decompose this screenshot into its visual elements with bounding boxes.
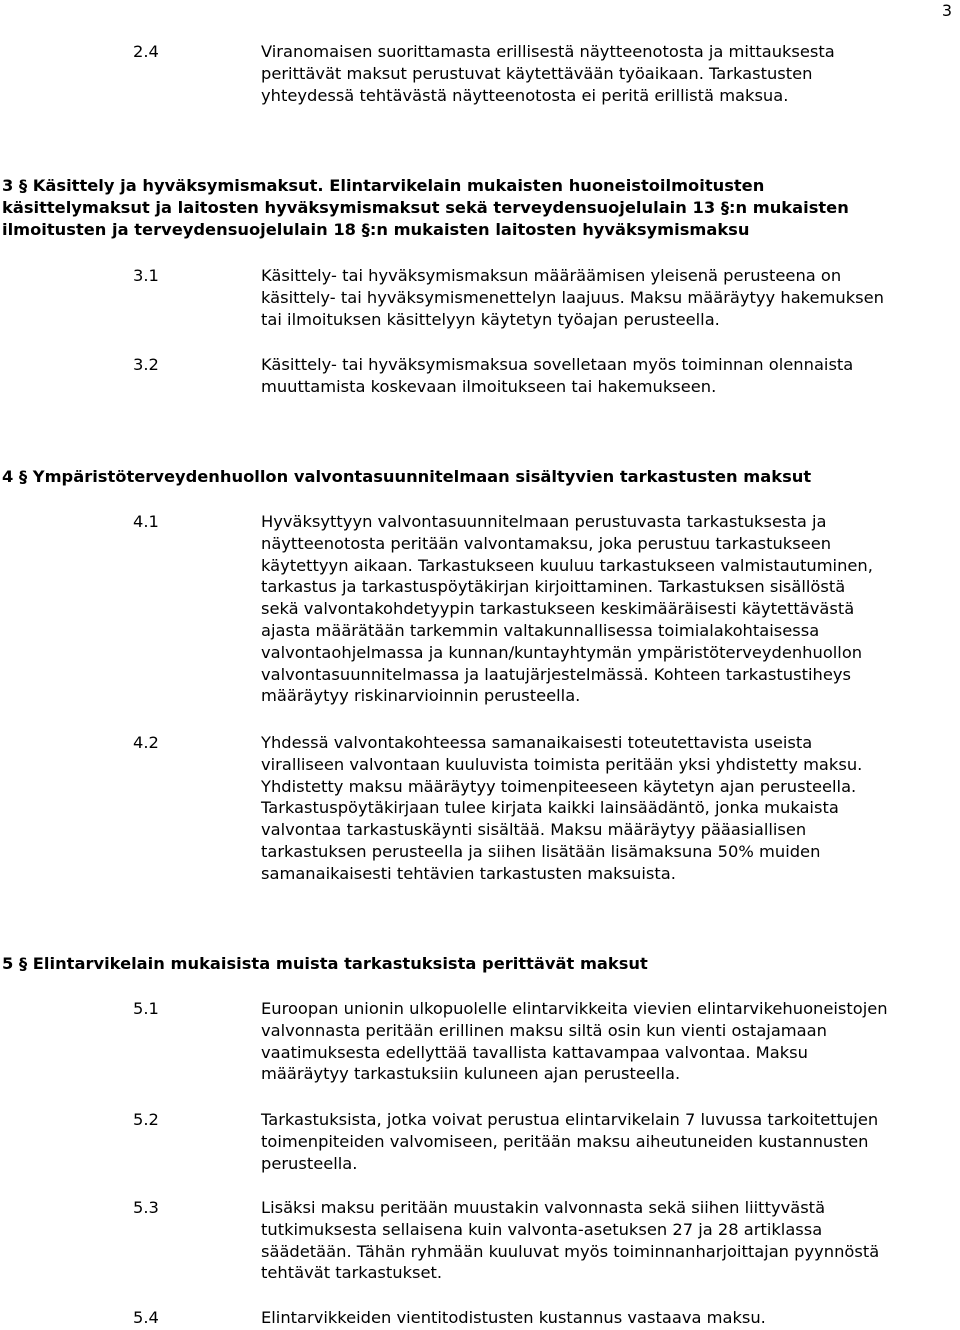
page-number: 3 [941,1,952,20]
clause-number: 5.3 [133,1198,159,1217]
clause-number: 5.1 [133,999,159,1018]
clause-number: 2.4 [133,42,159,61]
clause-text: Käsittely- tai hyväksymismaksun määräämisen yleisenä perusteena on käsittely- tai hyväksymismenettelyn laajuus. Maksu määräytyy hakemuksen tai ilmoituksen käsittelyyn käytetyn työajan perusteella. [261,266,884,329]
clause-text: Hyväksyttyyn valvontasuunnitelmaan perustuvasta tarkastuksesta ja näytteenotosta peritään valvontamaksu, joka perustuu tarkastukseen käytettyyn aikaan. Tarkastukseen kuuluu tarkastukseen valmistautuminen, tarkastus ja tarkastuspöytäkirjan kirjoittaminen. Tarkastuksen sisällöstä sekä valvontakohdetyypin tarkastukseen keskimääräisesti käytettävästä ajasta määrätään tarkemmin valtakunnallisessa toimialakohtaisessa valvontaohjelmassa ja kunnan/kuntayhtymän ympäristöterveydenhuollon valvontasuunnitelmassa ja laatujärjestelmässä. Kohteen tarkastustiheys määräytyy riskinarvioinnin perusteella. [261,512,873,706]
clause-number: 3.1 [133,266,159,285]
clause-text: Käsittely- tai hyväksymismaksua sovelletaan myös toiminnan olennaista muuttamista koskevaan ilmoitukseen tai hakemukseen. [261,355,854,396]
clause-text: Elintarvikkeiden vientitodistusten kustannus vastaava maksu. [261,1308,766,1327]
clause-text: Viranomaisen suorittamasta erillisestä näytteenotosta ja mittauksesta perittävät maksut perustuvat käytettävään työaikaan. Tarkastusten yhteydessä tehtävästä näytteenotosta ei peritä erillistä maksua. [261,42,835,105]
clause-number: 3.2 [133,355,159,374]
clause-text: Tarkastuksista, jotka voivat perustua elintarvikelain 7 luvussa tarkoitettujen toimenpiteiden valvomiseen, peritään maksu aiheutuneiden kustannusten perusteella. [261,1110,879,1173]
section-5-heading: 5 § Elintarvikelain mukaisista muista tarkastuksista perittävät maksut [2,954,648,973]
clause-number: 4.1 [133,512,159,531]
section-4-heading: 4 § Ympäristöterveydenhuollon valvontasuunnitelmaan sisältyvien tarkastusten maksut [2,467,812,486]
section-3-title: 3 § Käsittely ja hyväksymismaksut. [2,176,324,195]
section-3-subtitle: Elintarvikelain mukaisten huoneistoilmoitusten käsittelymaksut ja laitosten hyväksymismaksut sekä terveydensuojelulain 13 §:n mukaisten ilmoitusten ja terveydensuojelulain 18 §:n mukaisten laitosten hyväksymismaksu [2,176,849,239]
clause-number: 4.2 [133,733,159,752]
clause-number: 5.4 [133,1308,159,1327]
section-3-heading [2,175,957,241]
clause-text: Lisäksi maksu peritään muustakin valvonnasta sekä siihen liittyvästä tutkimuksesta sellaisena kuin valvonta-asetuksen 27 ja 28 artiklassa säädetään. Tähän ryhmään kuuluvat myös toiminnanharjoittajan pyynnöstä tehtävät tarkastukset. [261,1198,880,1283]
clause-text: Yhdessä valvontakohteessa samanaikaisesti toteutettavista useista viralliseen valvontaan kuuluvista toimista peritään yksi yhdistetty maksu. Yhdistetty maksu määräytyy toimenpiteeseen käytetyn ajan perusteella. Tarkastuspöytäkirjaan tulee kirjata kaikki lainsäädäntö, jonka mukaista valvontaa tarkastuskäynti sisältää. Maksu määräytyy pääasiallisen tarkastuksen perusteella ja siihen lisätään lisämaksuna 50% muiden samanaikaisesti tehtävien tarkastusten maksuista. [261,733,863,883]
clause-text: Euroopan unionin ulkopuolelle elintarvikkeita vievien elintarvikehuoneistojen valvonnasta peritään erillinen maksu siltä osin kun vienti ostajamaan vaatimuksesta edellyttää tavallista kattavampaa valvontaa. Maksu määräytyy tarkastuksiin kuluneen ajan perusteella. [261,999,888,1084]
clause-number: 5.2 [133,1110,159,1129]
